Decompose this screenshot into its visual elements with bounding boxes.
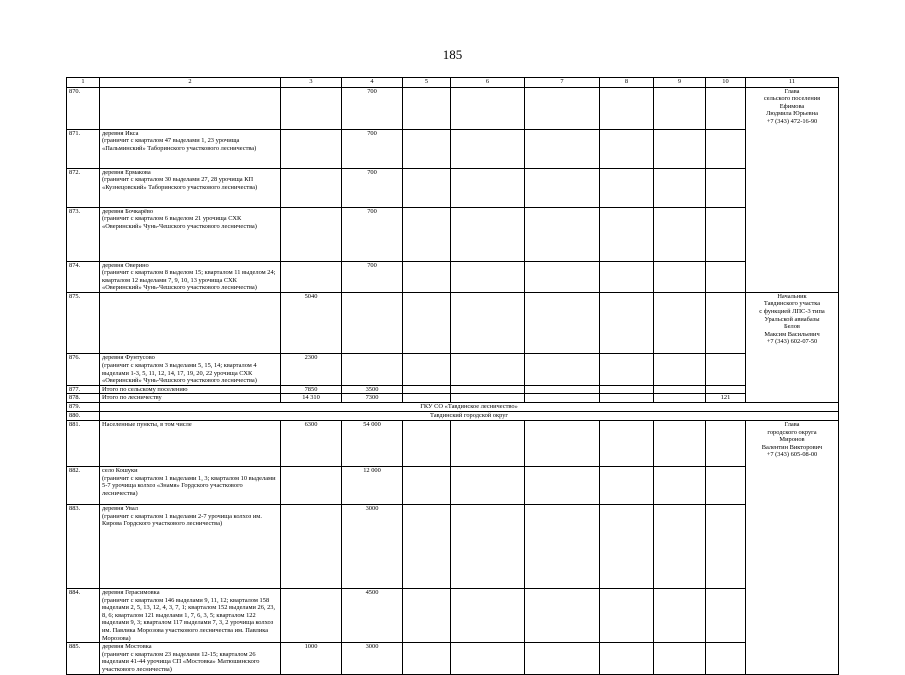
cell-col3: 5040 — [281, 292, 342, 354]
row-description: Итого по лесничеству — [100, 394, 281, 403]
cell-empty — [451, 292, 525, 354]
cell-col4: 4500 — [342, 589, 403, 643]
table-row — [67, 589, 839, 643]
cell-empty — [403, 385, 451, 394]
table-row — [67, 385, 839, 394]
page-number: 185 — [442, 47, 463, 62]
cell-empty — [654, 643, 706, 674]
cell-empty — [654, 87, 706, 129]
cell-col10 — [706, 589, 746, 643]
row-description: деревня Увал (граничит с кварталом 1 выделами 2-7 урочища колхоз им. Кирова Гордского участкового лесничества) — [100, 505, 281, 589]
cell-empty — [403, 292, 451, 354]
cell-empty — [600, 394, 654, 403]
cell-empty — [654, 292, 706, 354]
cell-empty — [403, 505, 451, 589]
cell-empty — [654, 467, 706, 505]
cell-empty — [525, 168, 600, 207]
table-row — [67, 168, 839, 207]
cell-col4: 700 — [342, 261, 403, 292]
table-header-row — [67, 78, 839, 88]
table-row — [67, 354, 839, 385]
cell-col3: 14 310 — [281, 394, 342, 403]
cell-empty — [600, 385, 654, 394]
cell-col10 — [706, 505, 746, 589]
cell-empty — [600, 505, 654, 589]
cell-empty — [525, 292, 600, 354]
header-cell: 11 — [746, 78, 839, 88]
cell-empty — [600, 87, 654, 129]
cell-col4: 700 — [342, 129, 403, 168]
cell-col4: 3000 — [342, 505, 403, 589]
header-cell: 6 — [451, 78, 525, 88]
table-row — [67, 421, 839, 467]
table-row — [67, 505, 839, 589]
row-number: 872. — [67, 168, 100, 207]
row-number: 878. — [67, 394, 100, 403]
row-number: 870. — [67, 87, 100, 129]
header-cell: 3 — [281, 78, 342, 88]
cell-col10 — [706, 385, 746, 394]
cell-empty — [654, 207, 706, 261]
cell-col10: 121 — [706, 394, 746, 403]
cell-empty — [451, 87, 525, 129]
cell-empty — [451, 385, 525, 394]
cell-empty — [451, 467, 525, 505]
cell-col4: 700 — [342, 207, 403, 261]
row-number: 873. — [67, 207, 100, 261]
cell-empty — [403, 354, 451, 385]
cell-empty — [403, 589, 451, 643]
cell-empty — [600, 467, 654, 505]
cell-col4: 700 — [342, 87, 403, 129]
responsible-person: Начальник Тавдинского участка с функцией ЛПС-3 типа Уральской авиабазы Белов Максим Васильевич +7 (343) 602-07-50 — [746, 292, 839, 402]
row-description: деревня Герасимовка (граничит с кварталом 146 выделами 9, 11, 12; кварталом 158 выделами 2, 5, 13, 12, 4, 3, 7, 1; кварталом 152 выделами 26, 23, 8, 6; кварталом 121 выделами 1, 7, 6, 3, 5; кварталом 122 выделами 9, 3; кварталом 117 выделами 7, 3, 2 урочища колхоз им. Павлика Морозова участкового лесничества им. Павлика Морозова) — [100, 589, 281, 643]
cell-empty — [451, 394, 525, 403]
cell-empty — [600, 261, 654, 292]
cell-empty — [403, 467, 451, 505]
table-row — [67, 394, 839, 403]
cell-empty — [451, 589, 525, 643]
table-row — [67, 467, 839, 505]
cell-col4: 7300 — [342, 394, 403, 403]
cell-col10 — [706, 354, 746, 385]
section-row — [67, 402, 839, 411]
cell-col3 — [281, 129, 342, 168]
row-number: 884. — [67, 589, 100, 643]
cell-empty — [525, 354, 600, 385]
cell-empty — [525, 129, 600, 168]
header-cell: 9 — [654, 78, 706, 88]
cell-col10 — [706, 87, 746, 129]
cell-empty — [654, 421, 706, 467]
row-description: деревня Икса (граничит с кварталом 47 выделами 1, 23 урочища «Пальминский» Таборинского участкового лесничества) — [100, 129, 281, 168]
header-cell: 2 — [100, 78, 281, 88]
cell-col3 — [281, 261, 342, 292]
cell-col3: 6300 — [281, 421, 342, 467]
cell-empty — [654, 505, 706, 589]
cell-col3 — [281, 207, 342, 261]
table-row — [67, 207, 839, 261]
cell-col4: 54 000 — [342, 421, 403, 467]
row-description: Населенные пункты, в том числе — [100, 421, 281, 467]
cell-empty — [600, 207, 654, 261]
row-number: 881. — [67, 421, 100, 467]
cell-col3: 7850 — [281, 385, 342, 394]
cell-col3 — [281, 467, 342, 505]
cell-empty — [525, 643, 600, 674]
cell-col4 — [342, 354, 403, 385]
cell-empty — [403, 261, 451, 292]
cell-col3 — [281, 505, 342, 589]
section-title: ГКУ СО «Тавдинское лесничество» — [100, 402, 839, 411]
row-description: деревня Оверино (граничит с кварталом 8 выделом 15; кварталом 11 выделом 24; кварталом 12 выделами 7, 9, 10, 13 урочища СХК «Оверинский» Чунь-Чешского участкового лесничества) — [100, 261, 281, 292]
cell-empty — [600, 589, 654, 643]
header-cell: 8 — [600, 78, 654, 88]
row-number: 880. — [67, 411, 100, 421]
header-cell: 5 — [403, 78, 451, 88]
cell-col10 — [706, 467, 746, 505]
cell-empty — [403, 421, 451, 467]
cell-col10 — [706, 292, 746, 354]
header-cell: 7 — [525, 78, 600, 88]
row-number: 883. — [67, 505, 100, 589]
cell-empty — [600, 129, 654, 168]
cell-col3 — [281, 589, 342, 643]
table-row — [67, 129, 839, 168]
cell-empty — [654, 385, 706, 394]
cell-empty — [451, 505, 525, 589]
cell-col10 — [706, 421, 746, 467]
row-description — [100, 292, 281, 354]
cell-col4: 700 — [342, 168, 403, 207]
cell-empty — [600, 643, 654, 674]
cell-empty — [525, 467, 600, 505]
header-cell: 10 — [706, 78, 746, 88]
cell-col3: 2300 — [281, 354, 342, 385]
cell-col10 — [706, 168, 746, 207]
cell-col4: 12 000 — [342, 467, 403, 505]
cell-empty — [600, 168, 654, 207]
cell-col10 — [706, 261, 746, 292]
cell-col10 — [706, 129, 746, 168]
cell-empty — [403, 129, 451, 168]
data-table — [66, 77, 839, 675]
cell-empty — [525, 207, 600, 261]
cell-col4: 3000 — [342, 643, 403, 674]
cell-col3: 1000 — [281, 643, 342, 674]
cell-empty — [403, 207, 451, 261]
row-number: 885. — [67, 643, 100, 674]
cell-empty — [451, 643, 525, 674]
section-row — [67, 411, 839, 421]
cell-empty — [654, 394, 706, 403]
cell-empty — [525, 394, 600, 403]
table-row — [67, 643, 839, 674]
row-number: 874. — [67, 261, 100, 292]
cell-empty — [403, 643, 451, 674]
cell-col3 — [281, 87, 342, 129]
cell-empty — [600, 292, 654, 354]
row-number: 879. — [67, 402, 100, 411]
header-cell: 1 — [67, 78, 100, 88]
cell-empty — [451, 354, 525, 385]
cell-empty — [654, 589, 706, 643]
section-title: Тавдинский городской округ — [100, 411, 839, 421]
responsible-person: Глава городского округа Миронов Валентин Викторович +7 (343) 605-08-00 — [746, 421, 839, 675]
row-description — [100, 87, 281, 129]
cell-empty — [451, 129, 525, 168]
cell-empty — [600, 421, 654, 467]
cell-col4: 3500 — [342, 385, 403, 394]
row-description: деревня Мостовка (граничит с кварталом 23 выделами 12-15; кварталом 26 выделами 41-44 урочища СП «Мостовка» Матюшинского участкового лесничества) — [100, 643, 281, 674]
row-description: Итого по сельскому поселению — [100, 385, 281, 394]
cell-empty — [654, 261, 706, 292]
cell-empty — [525, 261, 600, 292]
cell-empty — [525, 87, 600, 129]
row-description: деревня Бочкарёво (граничит с кварталом 6 выделом 21 урочища СХК «Оверинский» Чунь-Чешского участкового лесничества) — [100, 207, 281, 261]
row-description: деревня Ермакова (граничит с кварталом 30 выделами 27, 28 урочища КП «Кузнецовский» Таборинского участкового лесничества) — [100, 168, 281, 207]
row-number: 871. — [67, 129, 100, 168]
cell-empty — [654, 129, 706, 168]
cell-empty — [654, 354, 706, 385]
cell-empty — [451, 207, 525, 261]
cell-col10 — [706, 643, 746, 674]
table-row — [67, 87, 839, 129]
cell-empty — [451, 421, 525, 467]
header-cell: 4 — [342, 78, 403, 88]
cell-empty — [654, 168, 706, 207]
cell-col3 — [281, 168, 342, 207]
row-number: 875. — [67, 292, 100, 354]
cell-empty — [451, 168, 525, 207]
cell-empty — [451, 261, 525, 292]
table-row — [67, 261, 839, 292]
cell-empty — [525, 589, 600, 643]
responsible-person: Глава сельского поселения Ефимова Людмила Юрьевна +7 (343) 472-16-90 — [746, 87, 839, 292]
cell-empty — [525, 505, 600, 589]
cell-col4 — [342, 292, 403, 354]
cell-col10 — [706, 207, 746, 261]
cell-empty — [525, 385, 600, 394]
row-number: 882. — [67, 467, 100, 505]
cell-empty — [600, 354, 654, 385]
cell-empty — [403, 168, 451, 207]
row-number: 876. — [67, 354, 100, 385]
cell-empty — [525, 421, 600, 467]
cell-empty — [403, 394, 451, 403]
row-description: село Кошуки (граничит с кварталом 1 выделами 1, 3; кварталом 10 выделами 5-7 урочища колхоз «Знамя» Гордского участкового лесничества) — [100, 467, 281, 505]
table-row — [67, 292, 839, 354]
cell-empty — [403, 87, 451, 129]
row-number: 877. — [67, 385, 100, 394]
row-description: деревня Фунтусово (граничит с кварталом 3 выделами 5, 15, 14; кварталом 4 выделами 1-3, 5, 11, 12, 14, 17, 19, 20, 22 урочища СХК «Оверинский» Чунь-Чешского участкового лесничества) — [100, 354, 281, 385]
